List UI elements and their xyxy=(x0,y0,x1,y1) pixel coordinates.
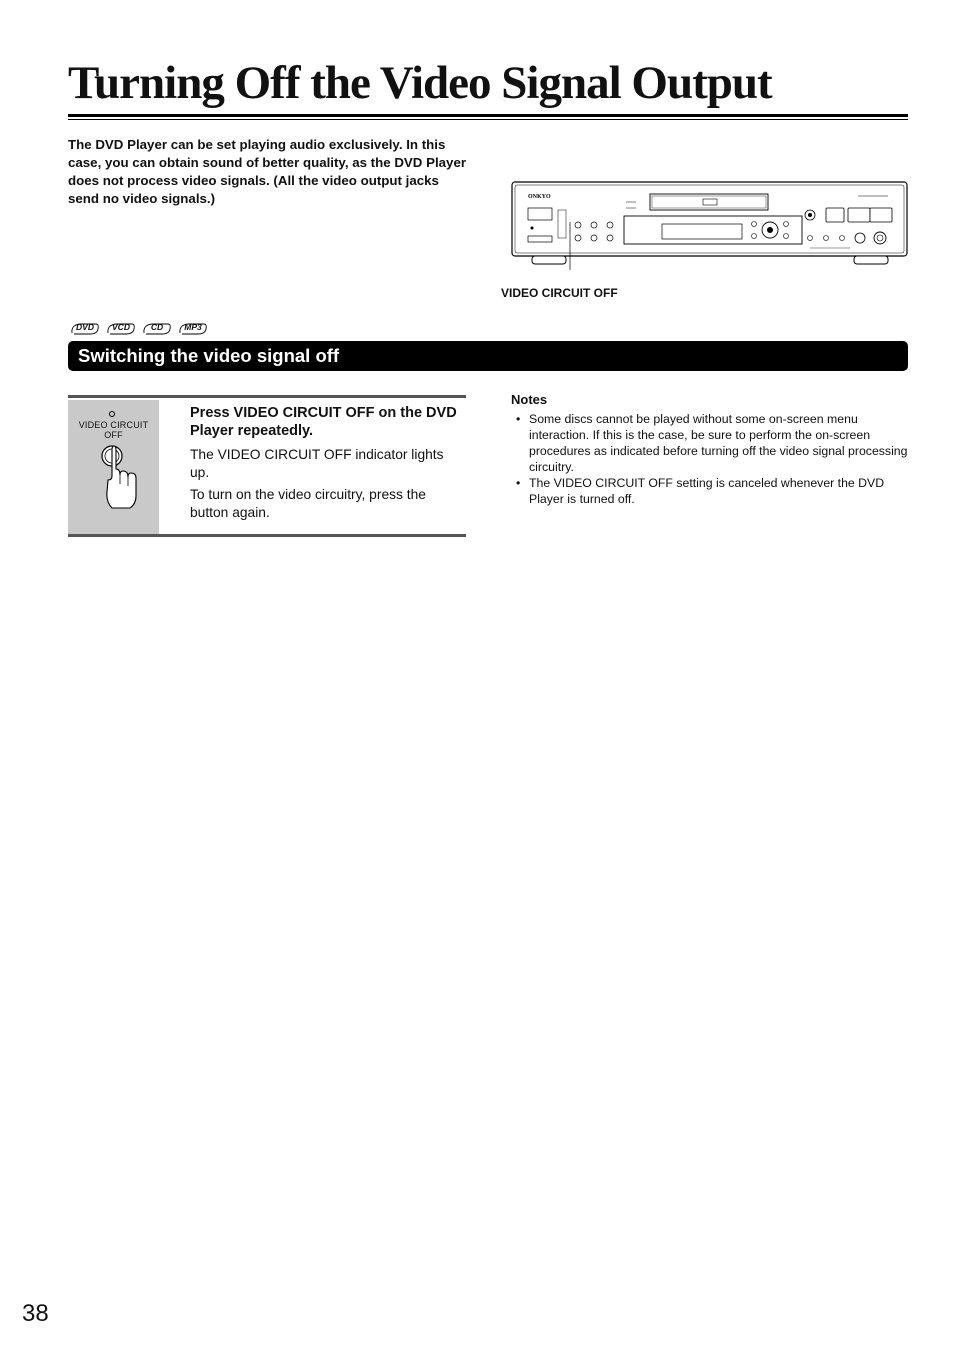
page-title: Turning Off the Video Signal Output xyxy=(68,57,772,109)
title-rule-thin xyxy=(68,119,908,120)
disc-badge-mp3: MP3 xyxy=(178,321,208,337)
title-rule-thick xyxy=(68,114,908,117)
button-press-illustration xyxy=(68,400,159,534)
illustration-label: VIDEO CIRCUIT xyxy=(78,420,149,430)
section-title: Switching the video signal off xyxy=(78,345,340,366)
step-detail-2: To turn on the video circuitry, press the button again. xyxy=(190,487,426,520)
dvd-player-front-panel-icon xyxy=(510,180,910,270)
disc-type-badges xyxy=(70,321,208,337)
step-box xyxy=(68,395,466,537)
disc-badge-cd: CD xyxy=(142,321,172,337)
note-item: • The VIDEO CIRCUIT OFF setting is canceled whenever the DVD Player is turned off. xyxy=(511,475,911,507)
svg-text:ONKYO: ONKYO xyxy=(528,194,551,200)
step-instruction: Press VIDEO CIRCUIT OFF on the DVD Player repeatedly. xyxy=(190,405,457,439)
note-item: • Some discs cannot be played without some on-screen menu interaction. If this is the case, be sure to perform the on-screen procedures as indicated before turning off the video signal processing circuitry. xyxy=(511,411,911,475)
notes-section xyxy=(511,391,911,507)
notes-list xyxy=(511,411,911,507)
video-circuit-off-callout: VIDEO CIRCUIT OFF xyxy=(501,286,618,300)
section-header-bar xyxy=(68,341,908,371)
disc-badge-dvd: DVD xyxy=(70,321,100,337)
notes-heading: Notes xyxy=(511,392,548,407)
illustration-label-2: OFF xyxy=(104,430,123,440)
step-text xyxy=(190,404,462,526)
step-detail-1: The VIDEO CIRCUIT OFF indicator lights up. xyxy=(190,447,444,480)
dvd-player-illustration xyxy=(510,180,910,275)
intro-paragraph: The DVD Player can be set playing audio exclusively. In this case, you can obtain sound of better quality, as the DVD Player does not process video signals. (All the video output jacks send no video signals.) xyxy=(68,137,467,206)
page-number: 38 xyxy=(22,1300,49,1327)
disc-badge-vcd: VCD xyxy=(106,321,136,337)
